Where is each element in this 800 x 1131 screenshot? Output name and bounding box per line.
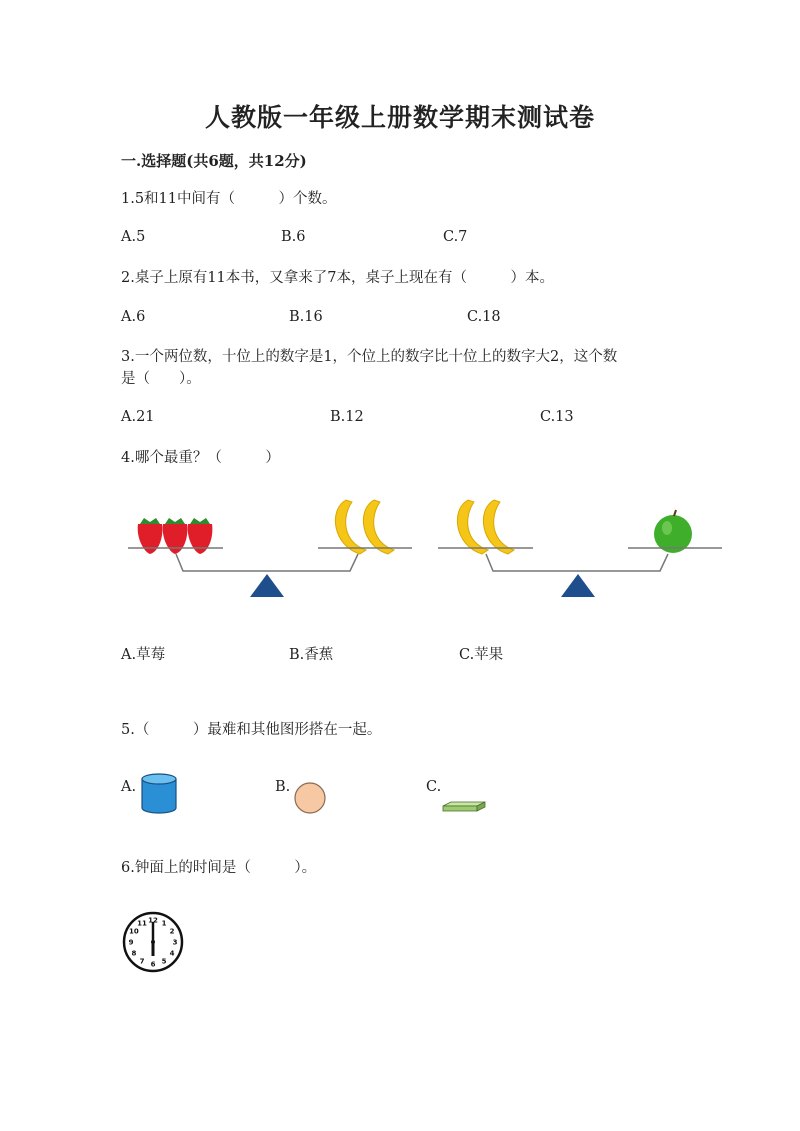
clock-numeral: 2 [169, 927, 175, 936]
clock-numeral: 4 [169, 949, 175, 958]
option-c[interactable]: C.13 [540, 409, 574, 425]
balance-scale-strawberry-banana [128, 494, 418, 604]
banana-icon [457, 500, 514, 554]
page-title: 人教版一年级上册数学期末测试卷 [204, 103, 595, 132]
option-a[interactable]: A. [121, 779, 137, 795]
clock-numeral: 8 [131, 949, 137, 958]
option-a[interactable]: A.5 [121, 229, 146, 245]
option-b[interactable]: B. [275, 779, 291, 795]
option-b[interactable]: B.6 [281, 229, 306, 245]
option-c[interactable]: C.苹果 [459, 647, 504, 663]
clock-numeral: 9 [128, 938, 134, 947]
cuboid-icon [441, 800, 487, 814]
clock-numeral: 5 [161, 957, 167, 966]
question-4: 4.哪个最重？（ ） [121, 450, 280, 466]
apple-icon [654, 510, 692, 553]
option-b[interactable]: B.12 [330, 409, 364, 425]
option-a[interactable]: A.6 [121, 309, 146, 325]
question-6: 6.钟面上的时间是（ ）。 [121, 860, 317, 876]
clock-numeral: 3 [172, 938, 178, 947]
section-heading: 一.选择题(共6题，共12分) [121, 152, 307, 170]
option-b[interactable]: B.香蕉 [289, 647, 334, 663]
option-a[interactable]: A.草莓 [121, 647, 166, 663]
question-3-line-1: 3.一个两位数，十位上的数字是1，个位上的数字比十位上的数字大2，这个数 [121, 349, 618, 365]
option-b[interactable]: B.16 [289, 309, 323, 325]
clock-numeral: 1 [161, 919, 167, 928]
clock-numeral: 7 [139, 957, 145, 966]
banana-icon [335, 500, 394, 554]
sphere-icon [293, 781, 329, 815]
cylinder-icon [139, 772, 179, 816]
question-2: 2.桌子上原有11本书，又拿来了7本，桌子上现在有（ ）本。 [121, 270, 555, 286]
question-3-line-2: 是（ ）。 [121, 371, 201, 387]
option-a[interactable]: A.21 [121, 409, 155, 425]
option-c[interactable]: C.7 [443, 229, 468, 245]
clock-numeral: 6 [150, 960, 156, 969]
option-c[interactable]: C.18 [467, 309, 501, 325]
clock-numeral: 11 [137, 919, 147, 928]
clock-numeral: 10 [129, 927, 139, 936]
clock-icon [121, 910, 185, 974]
option-c[interactable]: C. [426, 779, 442, 795]
clock-numeral: 12 [148, 916, 158, 925]
balance-scale-banana-apple [438, 494, 728, 604]
question-5: 5.（ ）最难和其他图形搭在一起。 [121, 722, 382, 738]
question-1: 1.5和11中间有（ ）个数。 [121, 191, 337, 207]
